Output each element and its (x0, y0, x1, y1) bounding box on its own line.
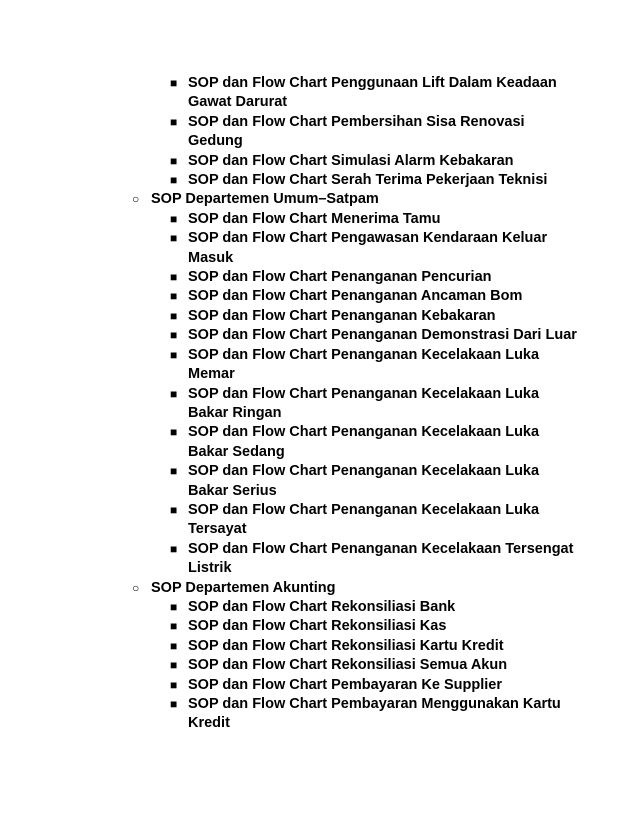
list-item (0, 326, 580, 345)
hollow-circle-bullet-icon: ○ (132, 580, 140, 595)
filled-square-bullet-icon: ■ (170, 211, 178, 226)
filled-square-bullet-icon: ■ (170, 153, 178, 168)
list-item-text: SOP dan Flow Chart Penanganan Kecelakaan Luka Bakar Serius (188, 463, 540, 499)
list-item-text: SOP dan Flow Chart Penanganan Kecelakaan Luka Bakar Ringan (188, 385, 540, 421)
filled-square-bullet-icon: ■ (170, 541, 178, 556)
list-item (0, 617, 580, 636)
list-item (0, 113, 580, 152)
list-item (0, 423, 580, 462)
document-page (0, 74, 640, 734)
filled-square-bullet-icon: ■ (170, 114, 178, 129)
list-item (0, 152, 580, 171)
list-item (0, 385, 580, 424)
list-item-text: SOP dan Flow Chart Penggunaan Lift Dalam Keadaan Gawat Darurat (188, 75, 557, 111)
list-item-text: SOP dan Flow Chart Rekonsiliasi Kas (188, 618, 447, 635)
list-item (0, 74, 580, 113)
list-item-text: SOP dan Flow Chart Rekonsiliasi Bank (188, 598, 456, 615)
list-item-text: SOP dan Flow Chart Pengawasan Kendaraan Keluar Masuk (188, 230, 548, 266)
list-item-text: SOP dan Flow Chart Penanganan Demonstrasi Dari Luar (188, 327, 577, 344)
sop-list (0, 74, 640, 734)
list-item-text: SOP dan Flow Chart Penanganan Ancaman Bom (188, 288, 523, 305)
list-item (0, 210, 580, 229)
list-item (0, 598, 580, 617)
filled-square-bullet-icon: ■ (170, 270, 178, 285)
list-item (0, 637, 580, 656)
filled-square-bullet-icon: ■ (170, 697, 178, 711)
filled-square-bullet-icon: ■ (170, 425, 178, 440)
list-item-text: SOP dan Flow Chart Penanganan Kecelakaan Luka Memar (188, 346, 540, 383)
filled-square-bullet-icon: ■ (170, 502, 178, 517)
list-item-text: SOP Departemen Akunting (151, 579, 336, 596)
list-item (0, 229, 580, 268)
filled-square-bullet-icon: ■ (170, 347, 178, 362)
list-item (0, 346, 580, 385)
list-item-text: SOP dan Flow Chart Pembayaran Ke Supplier (188, 676, 502, 693)
filled-square-bullet-icon: ■ (170, 328, 178, 343)
list-item-text: SOP dan Flow Chart Penanganan Kebakaran (188, 307, 496, 324)
list-item-text: SOP dan Flow Chart Penanganan Pencurian (188, 269, 492, 286)
list-item-text: SOP Departemen Umum–Satpam (151, 191, 379, 208)
list-item (0, 462, 580, 501)
list-item-text: SOP dan Flow Chart Penanganan Kecelakaan Luka Tersayat (188, 501, 540, 538)
filled-square-bullet-icon: ■ (170, 308, 178, 323)
list-item-text: SOP dan Flow Chart Rekonsiliasi Semua Akun (188, 657, 508, 674)
filled-square-bullet-icon: ■ (170, 638, 178, 653)
list-item-text: SOP dan Flow Chart Serah Terima Pekerjaan Teknisi (188, 172, 548, 189)
list-item (0, 540, 580, 579)
list-item-department (0, 190, 580, 209)
list-item (0, 171, 580, 190)
filled-square-bullet-icon: ■ (170, 677, 178, 692)
filled-square-bullet-icon: ■ (170, 619, 178, 634)
list-item (0, 268, 580, 287)
filled-square-bullet-icon: ■ (170, 289, 178, 304)
list-item (0, 287, 580, 306)
list-item-text: SOP dan Flow Chart Penanganan Kecelakaan Tersengat Listrik (188, 540, 574, 577)
filled-square-bullet-icon: ■ (170, 173, 178, 188)
list-item (0, 501, 580, 540)
hollow-circle-bullet-icon: ○ (132, 192, 140, 207)
list-item (0, 695, 580, 734)
filled-square-bullet-icon: ■ (170, 599, 178, 614)
list-item-department (0, 579, 580, 598)
list-item (0, 656, 580, 675)
filled-square-bullet-icon: ■ (170, 464, 178, 479)
list-item (0, 676, 580, 695)
list-item (0, 307, 580, 326)
filled-square-bullet-icon: ■ (170, 386, 178, 401)
list-item-text: SOP dan Flow Chart Penanganan Kecelakaan Luka Bakar Sedang (188, 424, 540, 460)
filled-square-bullet-icon: ■ (170, 658, 178, 673)
list-item-text: SOP dan Flow Chart Rekonsiliasi Kartu Kredit (188, 637, 504, 654)
list-item-text: SOP dan Flow Chart Simulasi Alarm Kebakaran (188, 152, 514, 169)
list-item-text: SOP dan Flow Chart Pembersihan Sisa Renovasi Gedung (188, 113, 525, 150)
filled-square-bullet-icon: ■ (170, 231, 178, 246)
list-item-text: SOP dan Flow Chart Menerima Tamu (188, 210, 441, 227)
filled-square-bullet-icon: ■ (170, 76, 178, 90)
list-item-text: SOP dan Flow Chart Pembayaran Menggunakan Kartu Kredit (188, 696, 561, 732)
